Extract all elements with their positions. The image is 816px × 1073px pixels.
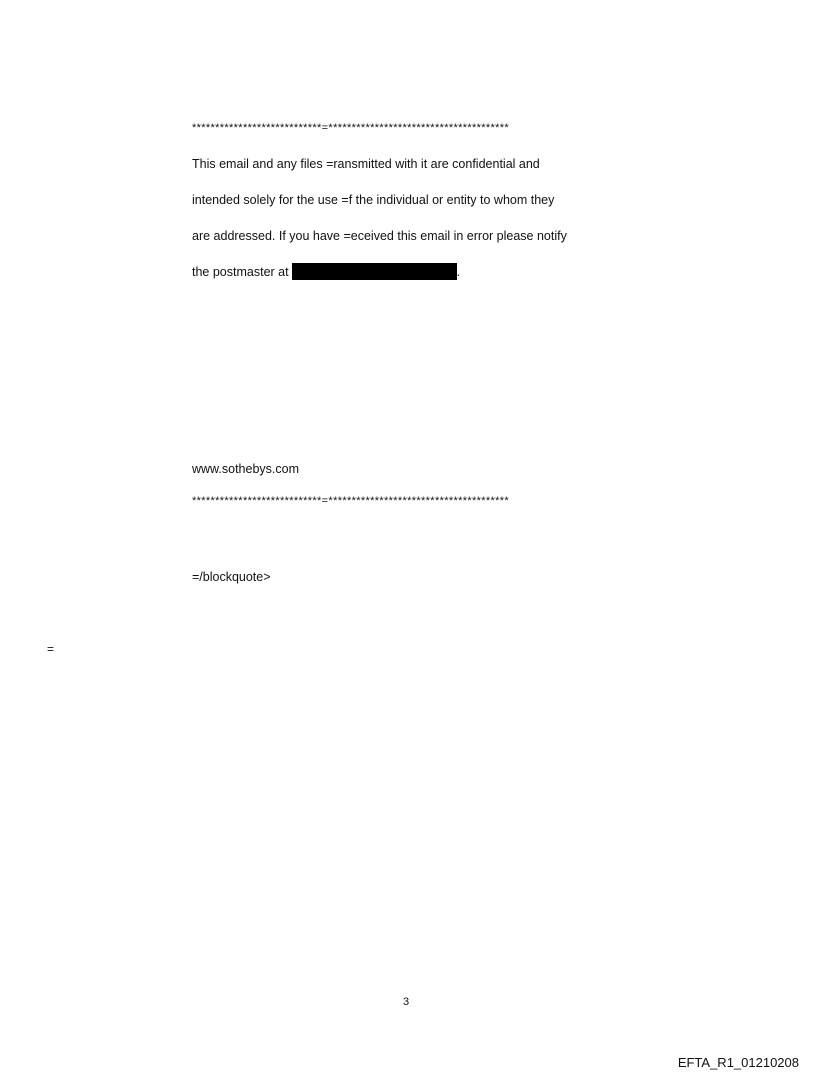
postmaster-label: the postmaster at (192, 265, 289, 279)
postmaster-period: . (456, 265, 461, 279)
top-separator: ****************************=*************************************** (192, 122, 510, 134)
disclaimer-line-3: are addressed. If you have =eceived this email in error please notify (192, 229, 567, 243)
page-number: 3 (403, 996, 410, 1008)
disclaimer-line-2: intended solely for the use =f the individual or entity to whom they (192, 193, 555, 207)
blockquote-close-text: =/blockquote> (192, 570, 271, 584)
disclaimer-line-1: This email and any files =ransmitted with it are confidential and (192, 157, 540, 171)
bottom-separator: ****************************=*************************************** (192, 495, 510, 507)
redaction-block (292, 263, 457, 280)
disclaimer-line-4 (192, 263, 460, 280)
website-link: www.sothebys.com (192, 462, 299, 476)
stray-equals-mark: = (47, 642, 55, 656)
document-id: EFTA_R1_01210208 (677, 1055, 799, 1070)
